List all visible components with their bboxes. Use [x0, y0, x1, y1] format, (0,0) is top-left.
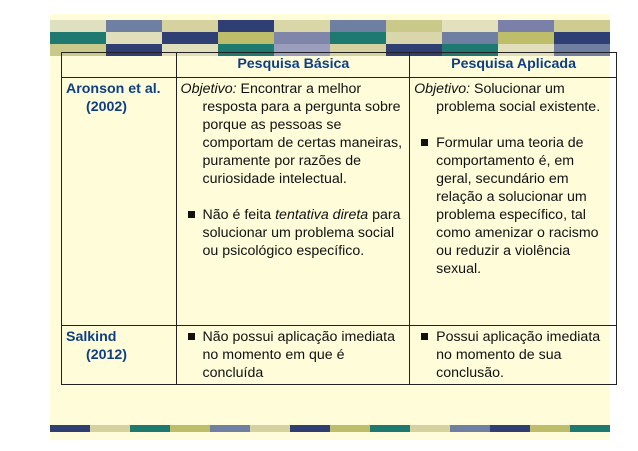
- author-year: (2002): [86, 99, 128, 115]
- author-year: (2012): [86, 347, 128, 363]
- author-name: Salkind: [66, 329, 117, 345]
- applied-bullet: Possui aplicação imediata no momento de sua conclusão.: [414, 328, 613, 382]
- author-cell: [62, 78, 177, 326]
- applied-cell: [410, 326, 617, 385]
- basic-bullet: [181, 206, 407, 260]
- applied-cell: [410, 78, 617, 326]
- basic-bullet: Não possui aplicação imediata no momento em que é concluída: [181, 328, 407, 382]
- author-cell: [62, 326, 177, 385]
- objective-text: Encontrar a melhor resposta para a pergunta sobre porque as pessoas se comportam de certas maneiras, puramente por razões de curiosidade intelectual.: [202, 81, 403, 187]
- objective-label: Objetivo:: [414, 81, 471, 97]
- applied-bullet: Formular uma teoria de comportamento é, em geral, secundário em relação a solucionar um problema específico, tal como amenizar o racismo ou reduzir a violência sexual.: [414, 134, 613, 278]
- bottom-decor-band: [50, 425, 610, 432]
- basic-cell: [176, 78, 410, 326]
- table-header-row: [62, 53, 617, 78]
- table-row-aronson: [62, 78, 617, 326]
- author-name: Aronson et al.: [66, 81, 161, 97]
- bullet-text-post: para solucionar um problema social ou psicológico específico.: [202, 207, 401, 259]
- top-decor-band: [50, 20, 610, 56]
- basic-cell: [176, 326, 410, 385]
- header-empty-cell: [62, 53, 177, 78]
- bullet-text-emphasis: tentativa direta: [275, 207, 369, 223]
- slide: [50, 14, 610, 440]
- objective-label: Objetivo:: [180, 81, 237, 97]
- bullet-text-pre: Não é feita: [202, 207, 276, 223]
- header-applied-research: Pesquisa Aplicada: [410, 53, 617, 78]
- applied-objective: [414, 80, 613, 116]
- objective-text: Solucionar um problema social existente.: [436, 81, 601, 115]
- header-basic-research: Pesquisa Básica: [176, 53, 410, 78]
- table-row-salkind: [62, 326, 617, 385]
- basic-objective: [181, 80, 407, 188]
- comparison-table: [61, 52, 617, 385]
